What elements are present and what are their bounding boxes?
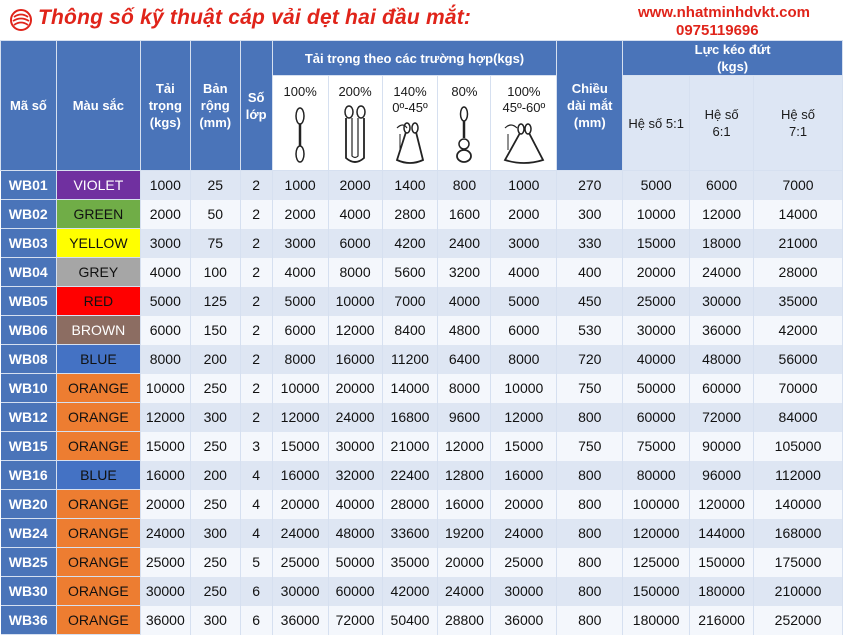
table-row [1,490,843,519]
cell-f7: 21000 [754,229,843,258]
table-row [1,258,843,287]
cell-f7: 112000 [754,461,843,490]
cell-color-swatch: GREY [56,258,140,287]
case-200-header: 200% [328,76,382,171]
cell-length: 450 [557,287,623,316]
cell-color-swatch: RED [56,287,140,316]
cell-layers: 4 [240,490,272,519]
cell-c1: 24000 [272,519,328,548]
cell-layers: 5 [240,548,272,577]
cell-length: 400 [557,258,623,287]
cell-length: 720 [557,345,623,374]
cell-layers: 2 [240,229,272,258]
cell-width: 250 [190,577,240,606]
table-row [1,548,843,577]
cell-f5: 80000 [623,461,690,490]
cell-c1: 25000 [272,548,328,577]
cell-f7: 105000 [754,432,843,461]
cell-width: 250 [190,432,240,461]
cell-load: 16000 [140,461,190,490]
cell-c1: 30000 [272,577,328,606]
cell-c4: 8000 [438,374,491,403]
cell-c3: 7000 [382,287,438,316]
factor-6-header: Hệ số 6:1 [690,76,754,171]
cell-load: 36000 [140,606,190,635]
table-row [1,606,843,635]
cell-color-swatch: BROWN [56,316,140,345]
cell-length: 750 [557,432,623,461]
cell-c5: 6000 [491,316,557,345]
cell-c5: 3000 [491,229,557,258]
cell-load: 15000 [140,432,190,461]
cell-f7: 14000 [754,200,843,229]
cell-length: 800 [557,577,623,606]
cell-c2: 8000 [328,258,382,287]
cell-c2: 32000 [328,461,382,490]
cell-f6: 12000 [690,200,754,229]
cell-length: 330 [557,229,623,258]
cell-c5: 25000 [491,548,557,577]
cell-load: 1000 [140,171,190,200]
cell-f6: 18000 [690,229,754,258]
cell-c2: 10000 [328,287,382,316]
cell-layers: 6 [240,606,272,635]
cell-f6: 72000 [690,403,754,432]
cell-c2: 12000 [328,316,382,345]
cell-f5: 120000 [623,519,690,548]
cell-length: 800 [557,519,623,548]
table-row [1,403,843,432]
cell-load: 6000 [140,316,190,345]
table-row [1,577,843,606]
cell-load: 4000 [140,258,190,287]
cell-load: 3000 [140,229,190,258]
case-100-angle-header: 100% 45º-60º [491,76,557,171]
cell-c5: 20000 [491,490,557,519]
basket-hitch-icon [340,104,370,166]
cell-c2: 24000 [328,403,382,432]
table-row [1,519,843,548]
phone-number: 0975119696 [676,22,759,39]
cell-code: WB05 [1,287,57,316]
cell-c5: 30000 [491,577,557,606]
cell-f5: 100000 [623,490,690,519]
break-group-header: Lực kéo đứt (kgs) [623,41,843,76]
cell-c4: 24000 [438,577,491,606]
cell-layers: 4 [240,519,272,548]
cell-c3: 1400 [382,171,438,200]
cell-width: 250 [190,374,240,403]
table-row [1,374,843,403]
cell-f6: 60000 [690,374,754,403]
cell-c3: 4200 [382,229,438,258]
cell-c4: 12800 [438,461,491,490]
cell-f7: 42000 [754,316,843,345]
cell-c4: 4800 [438,316,491,345]
cell-c3: 50400 [382,606,438,635]
cell-f6: 48000 [690,345,754,374]
cell-c3: 35000 [382,548,438,577]
cell-f5: 30000 [623,316,690,345]
cell-c2: 60000 [328,577,382,606]
cell-load: 24000 [140,519,190,548]
cell-f6: 24000 [690,258,754,287]
cell-f7: 252000 [754,606,843,635]
cell-length: 800 [557,606,623,635]
cell-f5: 25000 [623,287,690,316]
cell-length: 530 [557,316,623,345]
cell-code: WB12 [1,403,57,432]
cell-color-swatch: ORANGE [56,606,140,635]
cell-c4: 16000 [438,490,491,519]
cell-layers: 2 [240,345,272,374]
cell-c3: 8400 [382,316,438,345]
cell-c5: 24000 [491,519,557,548]
table-row [1,229,843,258]
cell-c4: 20000 [438,548,491,577]
cell-load: 5000 [140,287,190,316]
cell-c3: 21000 [382,432,438,461]
website-link[interactable]: www.nhatminhdvkt.com [638,4,810,21]
cell-code: WB25 [1,548,57,577]
col-load-header: Tải trọng (kgs) [140,41,190,171]
cell-c5: 2000 [491,200,557,229]
cell-c2: 30000 [328,432,382,461]
cell-f7: 210000 [754,577,843,606]
cell-c3: 11200 [382,345,438,374]
cell-c5: 12000 [491,403,557,432]
cell-c4: 1600 [438,200,491,229]
cell-color-swatch: ORANGE [56,548,140,577]
cell-c4: 4000 [438,287,491,316]
cell-c1: 16000 [272,461,328,490]
cell-f6: 180000 [690,577,754,606]
cell-c3: 14000 [382,374,438,403]
cell-length: 300 [557,200,623,229]
cell-load: 10000 [140,374,190,403]
cell-c1: 10000 [272,374,328,403]
factor-5-header: Hệ số 5:1 [623,76,690,171]
cell-width: 50 [190,200,240,229]
cell-c1: 36000 [272,606,328,635]
cell-length: 270 [557,171,623,200]
cell-load: 20000 [140,490,190,519]
page-title: Thông số kỹ thuật cáp vải dẹt hai đầu mắt: [38,6,472,29]
cell-f5: 10000 [623,200,690,229]
cell-color-swatch: BLUE [56,345,140,374]
cell-length: 800 [557,548,623,577]
cell-width: 125 [190,287,240,316]
cell-c4: 19200 [438,519,491,548]
cell-f5: 60000 [623,403,690,432]
cell-c2: 6000 [328,229,382,258]
cell-width: 300 [190,519,240,548]
cell-f6: 96000 [690,461,754,490]
cell-f6: 216000 [690,606,754,635]
cell-code: WB20 [1,490,57,519]
cell-c2: 40000 [328,490,382,519]
cell-f5: 20000 [623,258,690,287]
cell-width: 75 [190,229,240,258]
cell-c3: 16800 [382,403,438,432]
cell-c5: 8000 [491,345,557,374]
cell-width: 200 [190,345,240,374]
cell-f5: 150000 [623,577,690,606]
table-row [1,171,843,200]
cell-f7: 84000 [754,403,843,432]
cell-c5: 36000 [491,606,557,635]
cell-f5: 75000 [623,432,690,461]
cell-c3: 2800 [382,200,438,229]
cell-color-swatch: GREEN [56,200,140,229]
cell-layers: 2 [240,316,272,345]
cell-c5: 15000 [491,432,557,461]
cell-width: 250 [190,548,240,577]
cell-f6: 6000 [690,171,754,200]
cell-c3: 33600 [382,519,438,548]
cell-f5: 15000 [623,229,690,258]
cell-c1: 2000 [272,200,328,229]
table-row [1,432,843,461]
cell-f7: 70000 [754,374,843,403]
cell-load: 25000 [140,548,190,577]
cell-c1: 15000 [272,432,328,461]
cell-c1: 8000 [272,345,328,374]
spec-table [0,40,843,635]
cell-code: WB01 [1,171,57,200]
cell-code: WB04 [1,258,57,287]
choker-hitch-icon [453,104,475,166]
cell-f5: 50000 [623,374,690,403]
cell-code: WB36 [1,606,57,635]
cell-c2: 48000 [328,519,382,548]
cell-c4: 6400 [438,345,491,374]
cell-c4: 12000 [438,432,491,461]
cell-f5: 5000 [623,171,690,200]
cell-f6: 30000 [690,287,754,316]
cell-c4: 2400 [438,229,491,258]
cell-color-swatch: ORANGE [56,374,140,403]
cell-load: 12000 [140,403,190,432]
cell-c5: 5000 [491,287,557,316]
cases-group-header: Tải trọng theo các trường hợp(kgs) [272,41,557,76]
cell-c1: 5000 [272,287,328,316]
cell-c3: 22400 [382,461,438,490]
cell-f7: 7000 [754,171,843,200]
cell-c4: 9600 [438,403,491,432]
cell-layers: 2 [240,171,272,200]
vertical-hitch-icon [290,104,310,166]
cell-f6: 150000 [690,548,754,577]
cell-code: WB15 [1,432,57,461]
cell-f7: 35000 [754,287,843,316]
cell-load: 8000 [140,345,190,374]
cell-load: 30000 [140,577,190,606]
cell-f6: 144000 [690,519,754,548]
cell-c2: 4000 [328,200,382,229]
cell-f5: 180000 [623,606,690,635]
table-row [1,345,843,374]
case-100-header: 100% [272,76,328,171]
cell-f7: 175000 [754,548,843,577]
cell-code: WB10 [1,374,57,403]
cell-c3: 42000 [382,577,438,606]
cell-color-swatch: ORANGE [56,577,140,606]
cell-f6: 36000 [690,316,754,345]
cell-layers: 2 [240,200,272,229]
cell-color-swatch: BLUE [56,461,140,490]
basket-angle-60-icon [501,120,547,166]
cell-f7: 28000 [754,258,843,287]
cell-code: WB03 [1,229,57,258]
cell-c1: 3000 [272,229,328,258]
cell-c1: 1000 [272,171,328,200]
cell-color-swatch: ORANGE [56,490,140,519]
cell-width: 300 [190,403,240,432]
cell-length: 800 [557,461,623,490]
cell-layers: 2 [240,374,272,403]
cell-load: 2000 [140,200,190,229]
cell-code: WB06 [1,316,57,345]
table-row [1,287,843,316]
cell-c1: 4000 [272,258,328,287]
col-code-header: Mã số [1,41,57,171]
cell-f6: 90000 [690,432,754,461]
table-row [1,200,843,229]
cell-code: WB02 [1,200,57,229]
cell-layers: 4 [240,461,272,490]
cell-c2: 50000 [328,548,382,577]
case-140-header: 140% 0º-45º [382,76,438,171]
cell-layers: 6 [240,577,272,606]
table-row [1,461,843,490]
cell-color-swatch: YELLOW [56,229,140,258]
cell-c2: 72000 [328,606,382,635]
cell-f7: 168000 [754,519,843,548]
cell-c5: 1000 [491,171,557,200]
cell-layers: 2 [240,287,272,316]
cell-c3: 28000 [382,490,438,519]
cell-color-swatch: VIOLET [56,171,140,200]
cell-c5: 10000 [491,374,557,403]
cell-c5: 4000 [491,258,557,287]
cell-c4: 28800 [438,606,491,635]
cell-c1: 20000 [272,490,328,519]
cell-width: 200 [190,461,240,490]
cell-width: 300 [190,606,240,635]
cell-f7: 56000 [754,345,843,374]
cell-length: 750 [557,374,623,403]
cell-f5: 40000 [623,345,690,374]
cell-width: 150 [190,316,240,345]
cell-c1: 6000 [272,316,328,345]
col-color-header: Màu sắc [56,41,140,171]
col-width-header: Bản rộng (mm) [190,41,240,171]
col-length-header: Chiều dài mắt (mm) [557,41,623,171]
cell-layers: 3 [240,432,272,461]
cell-c1: 12000 [272,403,328,432]
cell-c3: 5600 [382,258,438,287]
cell-c5: 16000 [491,461,557,490]
cell-c4: 800 [438,171,491,200]
cell-length: 800 [557,403,623,432]
company-logo-icon [10,9,32,31]
cell-length: 800 [557,490,623,519]
spec-table-body [1,171,843,635]
cell-c4: 3200 [438,258,491,287]
col-layers-header: Số lớp [240,41,272,171]
cell-layers: 2 [240,258,272,287]
cell-layers: 2 [240,403,272,432]
basket-angle-45-icon [393,120,427,166]
cell-code: WB24 [1,519,57,548]
cell-code: WB16 [1,461,57,490]
cell-f6: 120000 [690,490,754,519]
case-80-header: 80% [438,76,491,171]
cell-c2: 2000 [328,171,382,200]
cell-width: 25 [190,171,240,200]
table-row [1,316,843,345]
cell-f7: 140000 [754,490,843,519]
cell-width: 250 [190,490,240,519]
cell-color-swatch: ORANGE [56,403,140,432]
title-bar [0,0,843,38]
cell-width: 100 [190,258,240,287]
cell-code: WB08 [1,345,57,374]
cell-c2: 16000 [328,345,382,374]
cell-f5: 125000 [623,548,690,577]
factor-7-header: Hệ số 7:1 [754,76,843,171]
cell-color-swatch: ORANGE [56,519,140,548]
cell-c2: 20000 [328,374,382,403]
cell-color-swatch: ORANGE [56,432,140,461]
cell-code: WB30 [1,577,57,606]
